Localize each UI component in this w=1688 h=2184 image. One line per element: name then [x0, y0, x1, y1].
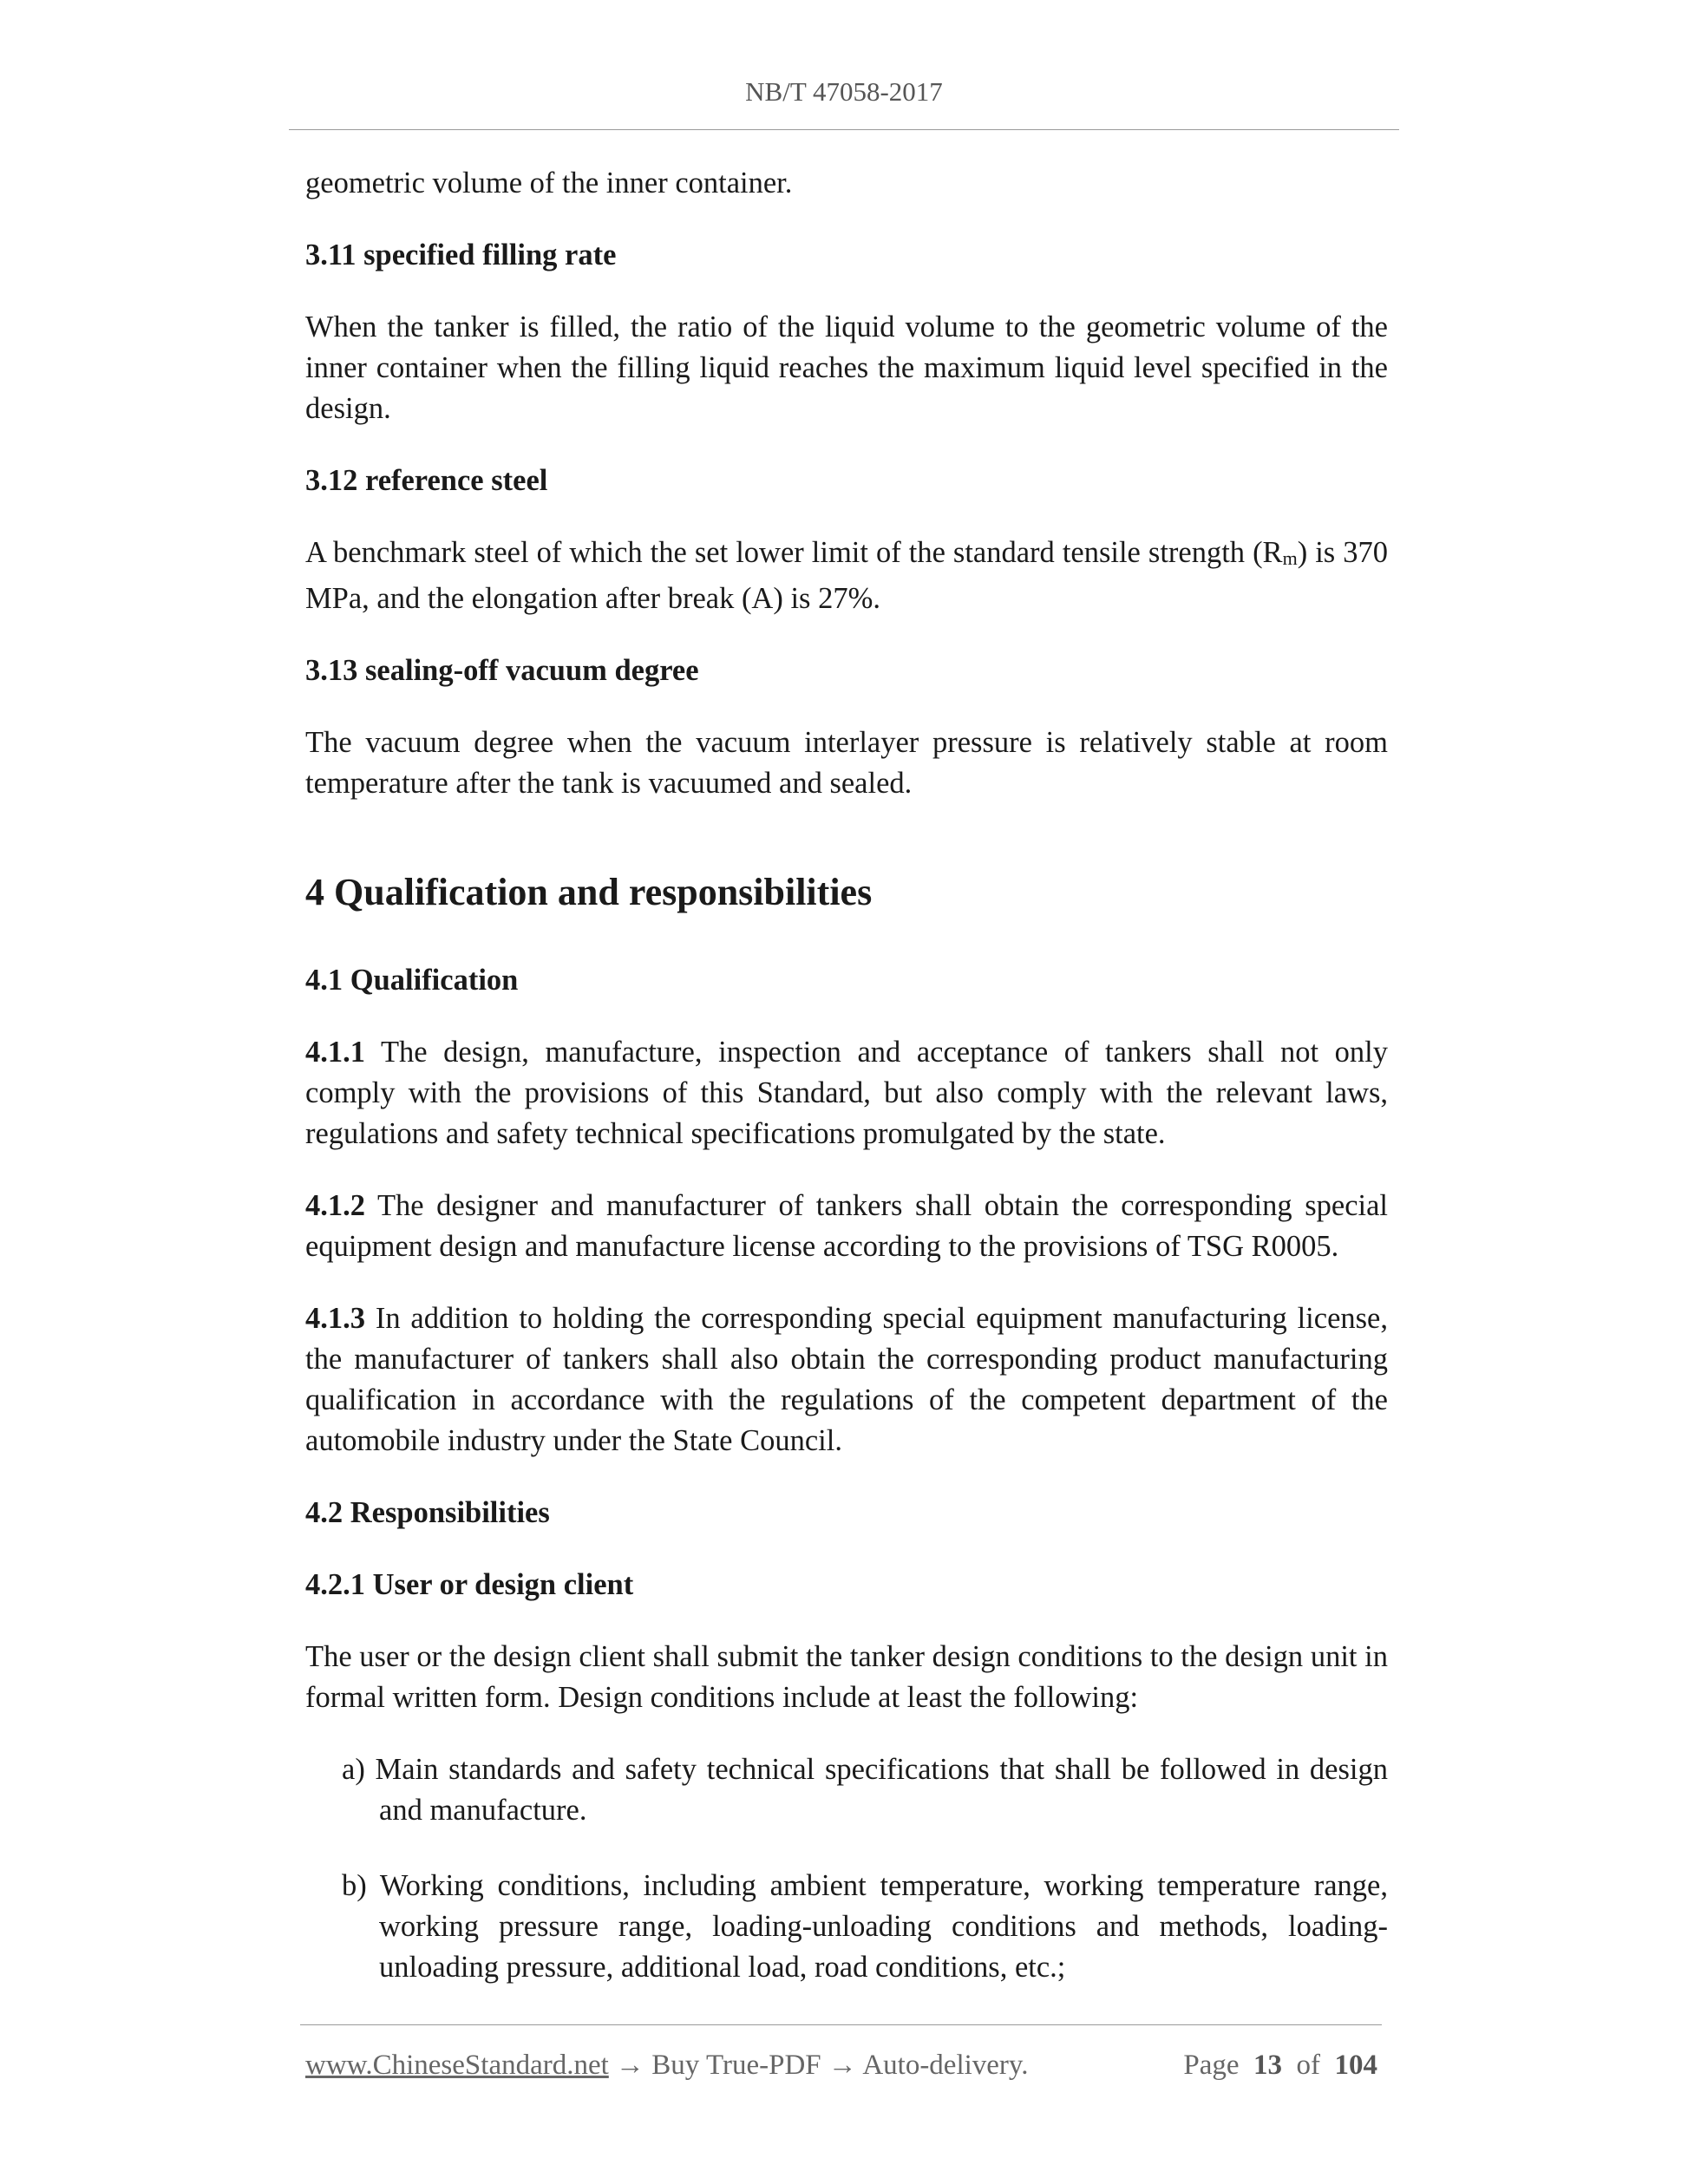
clause-number: 4.1.2	[305, 1189, 365, 1222]
section-4-1-1	[305, 1032, 1388, 1154]
footer-divider	[300, 2024, 1382, 2025]
section-3-12-text	[305, 533, 1388, 619]
list-item-a: a) Main standards and safety technical specifications that shall be followed in design and manufacture.	[342, 1753, 1388, 1827]
clause-number: 4.1.1	[305, 1036, 365, 1069]
page-number	[1183, 2048, 1377, 2083]
of-label: of	[1296, 2050, 1320, 2081]
section-4-1-2	[305, 1186, 1388, 1267]
section-3-12-text-part2: ) is 370 MPa, and the elongation after break (A) is 27%.	[305, 536, 1389, 615]
section-4-2-1-text: The user or the design client shall submit the tanker design conditions to the design unit in formal written form. Design conditions include at least the following:	[305, 1640, 1388, 1714]
page-label: Page	[1183, 2050, 1240, 2081]
clause-text: In addition to holding the corresponding special equipment manufacturing license, the manufacturer of tankers shall also obtain the corresponding product manufacturing qualification in accordance with the regulations of the competent department of the automobile industry under the State Council.	[305, 1302, 1388, 1457]
list-item-b: b) Working conditions, including ambient temperature, working temperature range, working pressure range, loading-unloading conditions and methods, loading-unloading pressure, additional load, road conditions, etc.;	[342, 1869, 1388, 1984]
clause-number: 4.1.3	[305, 1302, 365, 1335]
section-3-12-title: 3.12 reference steel	[305, 464, 548, 497]
footer-promo	[305, 2048, 1029, 2083]
section-3-11-title: 3.11 specified filling rate	[305, 239, 617, 271]
document-body	[305, 163, 1388, 1988]
clause-text: The designer and manufacturer of tankers shall obtain the corresponding special equipment design and manufacture license according to the provisions of TSG R0005.	[305, 1189, 1388, 1263]
current-page: 13	[1253, 2050, 1282, 2081]
section-4-1-title: 4.1 Qualification	[305, 964, 519, 997]
total-pages: 104	[1334, 2050, 1377, 2081]
page-header: NB/T 47058-2017	[745, 76, 943, 107]
section-3-13-title: 3.13 sealing-off vacuum degree	[305, 654, 699, 687]
continuation-paragraph: geometric volume of the inner container.	[305, 167, 793, 199]
delivery-text: Auto-delivery.	[862, 2050, 1029, 2081]
buy-text: Buy True-PDF	[651, 2050, 821, 2081]
section-4-1-3	[305, 1298, 1388, 1461]
clause-text: The design, manufacture, inspection and acceptance of tankers shall not only comply with the provisions of this Standard, but also comply with the relevant laws, regulations and safety technical specifications promulgated by the state.	[305, 1036, 1388, 1150]
arrow-icon: →	[608, 2050, 652, 2081]
section-4-2-title: 4.2 Responsibilities	[305, 1496, 550, 1529]
section-3-11-text: When the tanker is filled, the ratio of the liquid volume to the geometric volume of the inner container when the filling liquid reaches the maximum liquid level specified in the design.	[305, 311, 1388, 425]
section-3-13-text: The vacuum degree when the vacuum interlayer pressure is relatively stable at room temperature after the tank is vacuumed and sealed.	[305, 726, 1388, 800]
subscript-m: m	[1282, 547, 1298, 569]
section-4-2-1-title: 4.2.1 User or design client	[305, 1568, 634, 1601]
header-divider	[289, 129, 1399, 130]
chapter-4-heading: 4 Qualification and responsibilities	[305, 871, 873, 913]
website-link[interactable]: www.ChineseStandard.net	[305, 2050, 609, 2081]
section-3-12-text-part1: A benchmark steel of which the set lower limit of the standard tensile strength (R	[305, 536, 1283, 569]
arrow-icon: →	[821, 2050, 863, 2081]
